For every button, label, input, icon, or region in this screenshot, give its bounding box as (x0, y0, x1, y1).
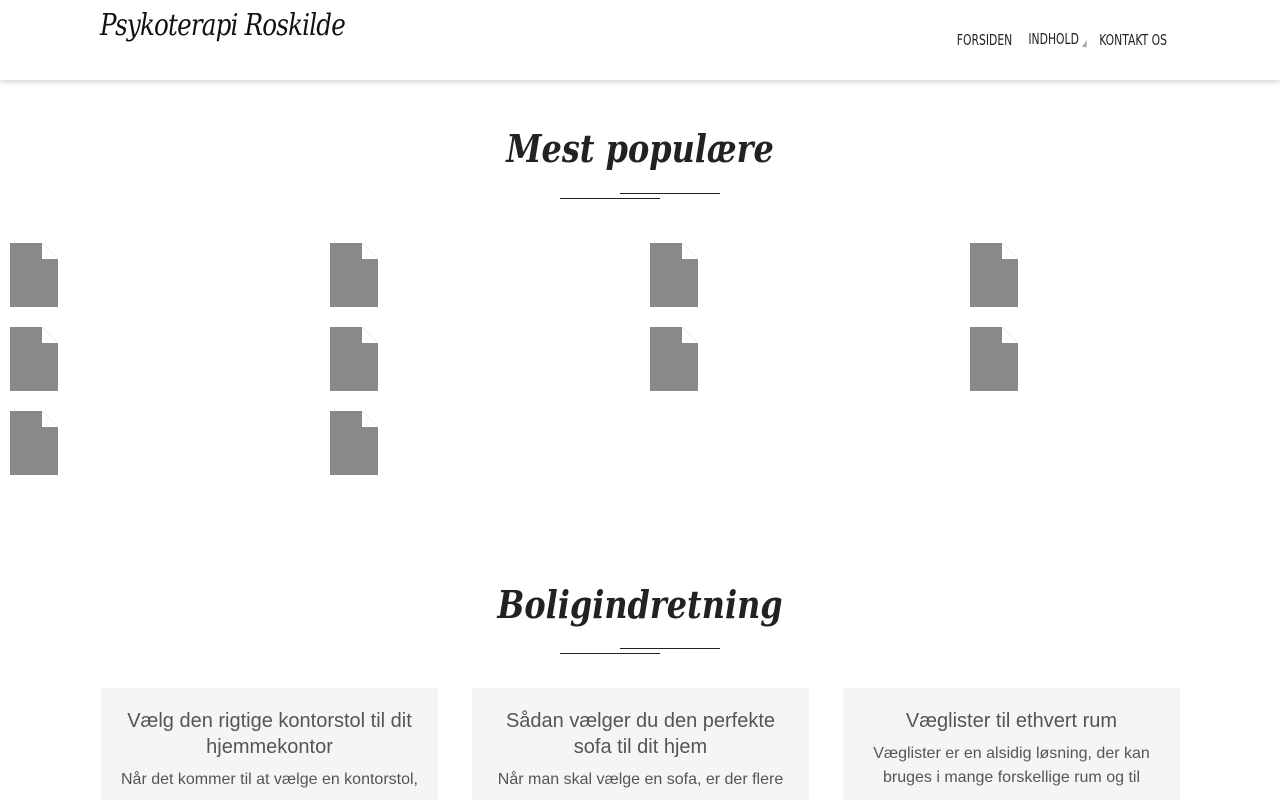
document-icon[interactable] (330, 243, 378, 307)
nav-item-indhold[interactable] (1028, 30, 1086, 49)
article-card-excerpt: Væglister er en alsidig løsning, der kan bruges i mange forskellige rum og til (873, 745, 1150, 786)
title-underline-lower (560, 653, 660, 654)
boligindretning-section-title: Boligindretning (497, 582, 783, 627)
main-nav (946, 30, 1180, 49)
article-card[interactable] (472, 688, 809, 800)
document-icon[interactable] (650, 243, 698, 307)
title-underline-upper (620, 648, 720, 649)
document-icon[interactable] (970, 243, 1018, 307)
document-icon[interactable] (10, 327, 58, 391)
article-card[interactable] (843, 688, 1180, 800)
document-icon[interactable] (10, 243, 58, 307)
chevron-down-icon: ◢ (1081, 39, 1087, 49)
title-underline-upper (620, 193, 720, 194)
article-card-excerpt: Når man skal vælge en sofa, er der flere (497, 771, 784, 788)
document-icon[interactable] (330, 411, 378, 475)
document-icon[interactable] (970, 327, 1018, 391)
document-icon[interactable] (10, 411, 58, 475)
title-underline-lower (560, 198, 660, 199)
article-card-title[interactable]: Væglister til ethvert rum (905, 710, 1118, 732)
nav-item-forsiden[interactable]: FORSIDEN (956, 30, 1012, 49)
site-logo[interactable]: Psykoterapi Roskilde (100, 8, 345, 43)
nav-item-indhold-label: INDHOLD (1027, 30, 1079, 48)
site-header (0, 0, 1280, 80)
article-card[interactable] (101, 688, 438, 800)
document-icon[interactable] (330, 327, 378, 391)
article-card-title[interactable]: Sådan vælger du den perfekte sofa til dit hjem (505, 710, 776, 758)
document-icon[interactable] (650, 327, 698, 391)
article-card-title[interactable]: Vælg den rigtige kontorstol til dit hjemmekontor (127, 710, 412, 758)
article-card-excerpt: Når det kommer til at vælge en kontorstol, (120, 771, 418, 788)
popular-section-title: Mest populære (506, 126, 774, 171)
nav-item-kontakt-os[interactable]: KONTAKT OS (1098, 30, 1167, 49)
